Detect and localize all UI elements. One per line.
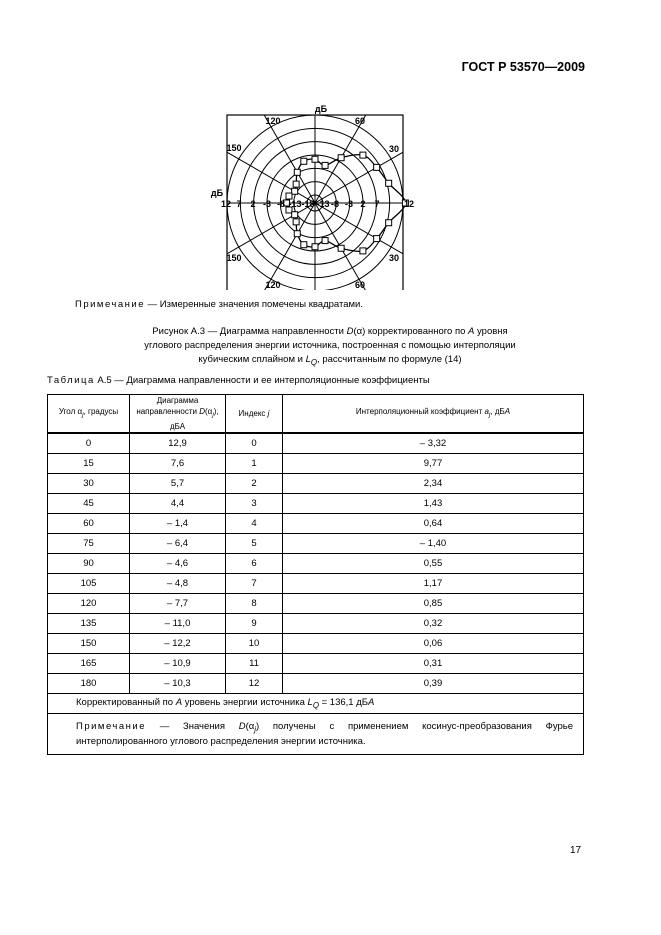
angle-label-30-lower: 30 (388, 253, 400, 263)
table-row (48, 633, 584, 653)
cell-directivity: – 4,6 (130, 553, 226, 573)
measured-point-marker (360, 152, 366, 158)
angle-label-120: 120 (265, 116, 281, 126)
cell-coefficient: 1,17 (283, 573, 584, 593)
table-row (48, 513, 584, 533)
measured-point-marker (292, 188, 298, 194)
cell-coefficient: 0,39 (283, 673, 584, 693)
measured-point-marker (294, 169, 300, 175)
cell-angle: 30 (48, 473, 130, 493)
table-body (48, 433, 584, 694)
cell-index: 2 (226, 473, 283, 493)
cell-angle: 120 (48, 593, 130, 613)
cell-index: 12 (226, 673, 283, 693)
cell-directivity: – 10,3 (130, 673, 226, 693)
cell-directivity: 4,4 (130, 493, 226, 513)
radial-tick-left: -13 (288, 199, 302, 209)
cell-angle: 105 (48, 573, 130, 593)
cell-coefficient: 0,32 (283, 613, 584, 633)
cell-angle: 180 (48, 673, 130, 693)
table-row (48, 653, 584, 673)
cell-coefficient: 0,85 (283, 593, 584, 613)
measured-point-marker (338, 245, 344, 251)
table-footer-row: Корректированный по А уровень энергии источника $L_Q = 136,1$ дБА (48, 693, 584, 713)
cell-directivity: 5,7 (130, 473, 226, 493)
measured-point-marker (322, 238, 328, 244)
cell-coefficient: 1,43 (283, 493, 584, 513)
cell-directivity: – 6,4 (130, 533, 226, 553)
table-row (48, 453, 584, 473)
angle-label-150-lower: 150 (226, 253, 242, 263)
cell-coefficient: 0,06 (283, 633, 584, 653)
cell-angle: 15 (48, 453, 130, 473)
polar-labels (211, 104, 414, 290)
cell-angle: 75 (48, 533, 130, 553)
cell-directivity: – 10,9 (130, 653, 226, 673)
angle-label-60-lower: 60 (354, 280, 366, 290)
table-row (48, 533, 584, 553)
table-note-row: Примечание — Значения $D(\alpha_j)$ получены с применением косинус-преобразования Фурье интерполированного углового распределения энергии источника. (48, 713, 584, 755)
radial-tick-left: -8 (276, 199, 286, 209)
cell-angle: 60 (48, 513, 130, 533)
figure-caption: Рисунок А.3 — Диаграмма направленности D(α) корректированного по А уровня углового распределения энергии источника, построенная с помощью интерполяции кубическим сплайном и $L_Q$, рассчитанным по формуле (14) (144, 326, 516, 367)
cell-coefficient: 0,55 (283, 553, 584, 573)
angle-label-120-lower: 120 (265, 280, 281, 290)
cell-index: 7 (226, 573, 283, 593)
measured-point-marker (301, 242, 307, 248)
cell-directivity: 12,9 (130, 433, 226, 454)
cell-coefficient: 0,31 (283, 653, 584, 673)
cell-directivity: 7,6 (130, 453, 226, 473)
measured-point-marker (294, 231, 300, 237)
cell-index: 1 (226, 453, 283, 473)
measured-point-marker (301, 158, 307, 164)
measured-point-marker (322, 162, 328, 168)
measured-point-marker (374, 164, 380, 170)
radial-tick-left: 12 (220, 199, 232, 209)
table-row (48, 593, 584, 613)
cell-coefficient: 9,77 (283, 453, 584, 473)
cell-angle: 150 (48, 633, 130, 653)
measured-point-marker (312, 244, 318, 250)
cell-index: 6 (226, 553, 283, 573)
measured-point-marker (293, 181, 299, 187)
radial-tick-left: -18 (301, 199, 315, 209)
radial-tick-right: 2 (360, 199, 366, 209)
cell-angle: 135 (48, 613, 130, 633)
cell-coefficient: – 3,32 (283, 433, 584, 454)
radial-tick-left: -3 (262, 199, 272, 209)
angle-label-60: 60 (354, 116, 366, 126)
cell-coefficient: 2,34 (283, 473, 584, 493)
cell-index: 8 (226, 593, 283, 613)
col-directivity-header: Диаграмма направленности $D(\alpha_j)$, дБА (130, 395, 226, 433)
document-header: ГОСТ Р 53570—2009 (461, 60, 585, 74)
angle-label-150: 150 (226, 143, 242, 153)
cell-directivity: – 11,0 (130, 613, 226, 633)
cell-index: 4 (226, 513, 283, 533)
cell-directivity: – 12,2 (130, 633, 226, 653)
cell-angle: 90 (48, 553, 130, 573)
measured-point-marker (374, 236, 380, 242)
cell-coefficient: – 1,40 (283, 533, 584, 553)
table-row (48, 573, 584, 593)
cell-index: 11 (226, 653, 283, 673)
radial-tick-right: -8 (330, 199, 340, 209)
cell-index: 3 (226, 493, 283, 513)
table-row (48, 493, 584, 513)
cell-directivity: – 1,4 (130, 513, 226, 533)
measured-point-marker (293, 219, 299, 225)
radial-tick-right: 12 (403, 199, 415, 209)
radial-tick-left: 2 (250, 199, 256, 209)
db-label-top: дБ (314, 104, 328, 114)
measured-point-marker (360, 248, 366, 254)
page-number: 17 (570, 845, 582, 856)
cell-angle: 0 (48, 433, 130, 454)
measured-point-marker (292, 212, 298, 218)
table-row (48, 673, 584, 693)
col-coefficient-header: Интерполяционный коэффициент $a_j$, дБА (283, 395, 584, 433)
col-angle-header: Угол $\alpha_j$, градусы (48, 395, 130, 433)
cell-index: 10 (226, 633, 283, 653)
cell-directivity: – 4,8 (130, 573, 226, 593)
db-label-left: дБ (210, 188, 224, 198)
angle-label-30: 30 (388, 144, 400, 154)
cell-directivity: – 7,7 (130, 593, 226, 613)
cell-index: 5 (226, 533, 283, 553)
measured-point-marker (386, 180, 392, 186)
table-row (48, 473, 584, 493)
cell-angle: 45 (48, 493, 130, 513)
radial-tick-left: 7 (236, 199, 242, 209)
table-row (48, 613, 584, 633)
directivity-table (47, 394, 584, 755)
table-row (48, 553, 584, 573)
figure-note: Примечание — Измеренные значения помечены квадратами. (75, 299, 363, 310)
cell-angle: 165 (48, 653, 130, 673)
cell-coefficient: 0,64 (283, 513, 584, 533)
cell-index: 0 (226, 433, 283, 454)
radial-tick-right: -13 (316, 199, 330, 209)
table-title: Таблица А.5 — Диаграмма направленности и ее интерполяционные коэффициенты (47, 375, 430, 386)
radial-tick-right: 7 (374, 199, 380, 209)
measured-point-marker (338, 155, 344, 161)
measured-point-marker (312, 156, 318, 162)
table-header-row (48, 395, 584, 433)
measured-point-marker (386, 220, 392, 226)
table-row (48, 433, 584, 454)
cell-index: 9 (226, 613, 283, 633)
polar-directivity-diagram (205, 90, 425, 290)
radial-tick-right: -3 (344, 199, 354, 209)
col-index-header: Индекс j (226, 395, 283, 433)
